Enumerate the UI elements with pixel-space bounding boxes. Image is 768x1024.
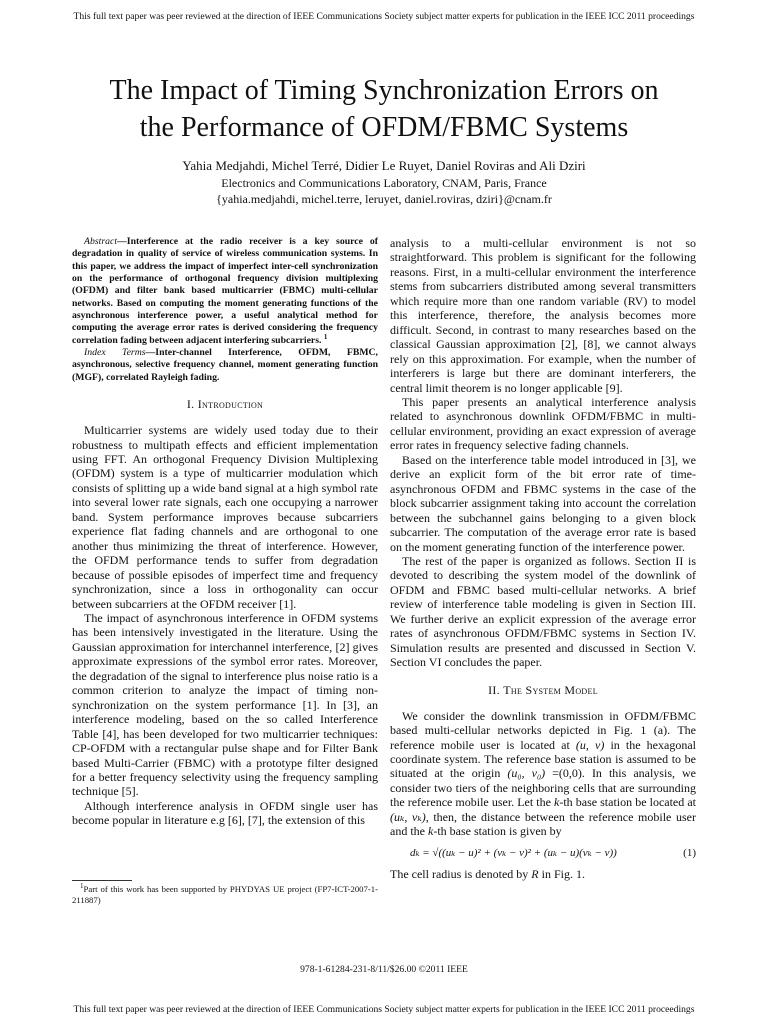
copyright-line: 978-1-61284-231-8/11/$26.00 ©2011 IEEE <box>300 964 468 975</box>
intro-paragraph-3: Although interference analysis in OFDM single user has become popular in literature e.g [6], [7], the extension of this <box>72 798 378 828</box>
abstract-label: Abstract <box>84 236 118 247</box>
intro-continuation-paragraph: analysis to a multi-cellular environment is not so straightforward. This problem is significant for the following reasons. First, in a multi-cellular environment the interference stems from subcarriers distributed among several transmitters which require more than one random variable (RV) to model this interference, therefore, the analysis becomes more difficult. Second, in contrast to many researches based on the classical Gaussian approximation [2], [8], we cannot always rely on this approximation. For example, when the number of interferers is large but there are dominant interferers, the central limit theorem is no longer applicable [9]. <box>390 236 696 395</box>
peer-review-footer-note: This full text paper was peer reviewed at the direction of IEEE Communications Society subject matter experts for publication in the IEEE ICC 2011 proceedings <box>73 1004 695 1015</box>
intro-paragraph-2: The impact of asynchronous interference in OFDM systems has been intensively investigated in the literature. Using the Gaussian approximation for interchannel interference, [2] gives approximate expressions of the symbol error rates. Moreover, the degradation of the signal to interference plus noise ratio is a common criterion to analyze the impact of timing non-synchronization on the system performance [1]. In [3], an interference modeling, based on the so called Interference Table [4], has been developed for two multicarrier techniques: CP-OFDM with a rectangular pulse shape and for Filter Bank based Multi-Carrier (FBMC) with a prototype filter designed for a better frequency selectivity using the frequency sampling technique [5]. <box>72 611 378 799</box>
equation-1-expression: dₖ = √((uₖ − u)² + (vₖ − v)² + (uₖ − u)(vₖ − v)) <box>410 846 617 859</box>
equation-1-number: (1) <box>683 846 696 859</box>
abstract <box>72 236 378 347</box>
author-emails: {yahia.medjahdi, michel.terre, leruyet, daniel.roviras, dziri}@cnam.fr <box>216 191 552 206</box>
footnote-mark: 1 <box>80 882 84 891</box>
abstract-footnote-mark: 1 <box>323 332 328 341</box>
index-terms <box>72 347 378 384</box>
section-heading-system-model: II. The System Model <box>488 682 598 697</box>
footnote <box>72 884 378 906</box>
title-line-1: The Impact of Timing Synchronization Errors on <box>109 75 659 106</box>
intro-paragraph-4: This paper presents an analytical interference analysis related to asynchronous downlink OFDM/FBMC in multi-cellular environment, providing an exact expression of average error rates in frequency selective fading channels. <box>390 394 696 453</box>
right-column <box>390 236 696 882</box>
title-line-2: the Performance of OFDM/FBMC Systems <box>139 112 629 143</box>
paper-title <box>0 72 768 146</box>
affiliation: Electronics and Communications Laboratory, CNAM, Paris, France <box>221 176 547 190</box>
footnote-rule <box>72 880 132 881</box>
index-terms-text: —Inter-channel Interference, OFDM, FBMC, asynchronous, selective frequency channel, moment generating function (MGF), correlated Rayleigh fading. <box>72 347 378 383</box>
index-terms-label: Index Terms <box>84 347 146 359</box>
affiliation-block <box>0 176 768 207</box>
author-list: Yahia Medjahdi, Michel Terré, Didier Le Ruyet, Daniel Roviras and Ali Dziri <box>182 158 586 173</box>
system-model-paragraph-2: The cell radius is denoted by R in Fig. 1. <box>390 867 585 882</box>
intro-paragraph-1: Multicarrier systems are widely used today due to their robustness to multipath effects and efficient implementation using FFT. An orthogonal Frequency Division Multiplexing (OFDM) system is a type of multicarrier modulation which consists of splitting up a wide band signal at a high symbol rate into several lower rate signals, each one occupying a narrower band. System performance improves because subcarriers experience flat fading channels and are orthogonal to one another thus minimizing the threat of interference. However, the OFDM performance tends to suffer from degradation because of possible episodes of imperfect time and frequency synchronization, since a loss in orthogonality can occur between subcarriers at the OFDM receiver [1]. <box>72 423 378 611</box>
intro-paragraph-6: The rest of the paper is organized as follows. Section II is devoted to describing the system model of the downlink of OFDM and FBMC based multi-cellular networks. A brief review of interference table modeling is given in Section III. We further derive an explicit expression of the average error rates of asynchronous OFDM/FBMC systems in Section IV. Simulation results are presented and discussed in Section V. Section VI concludes the paper. <box>390 553 696 670</box>
system-model-paragraph-1: We consider the downlink transmission in OFDM/FBMC based multi-cellular networks depicted in Fig. 1 (a). The reference mobile user is located at (u, v) in the hexagonal coordinate system. The reference base station is assumed to be situated at the origin (u₀, v₀) =(0,0). In this analysis, we consider two tiers of the neighboring cells that are surrounding the reference mobile user. Let the k-th base station be located at (uₖ, vₖ), then, the distance between the reference mobile user and the k-th base station is given by <box>390 708 697 839</box>
equation-1 <box>390 846 696 860</box>
footnote-text: Part of this work has been supported by PHYDYAS UE project (FP7-ICT-2007-1-211887) <box>72 884 378 905</box>
peer-review-header-note: This full text paper was peer reviewed at the direction of IEEE Communications Society subject matter experts for publication in the IEEE ICC 2011 proceedings <box>73 11 695 22</box>
section-heading-introduction: I. Introduction <box>186 397 264 412</box>
abstract-text: —Interference at the radio receiver is a key source of degradation in quality of service of wireless communication systems. In this paper, we address the impact of imperfect inter-cell synchronization on the performance of orthogonal frequency division multiplexing (OFDM) and filter bank based multicarrier (FBMC) multi-cellular networks. Based on computing the moment generating functions of the asynchronous interference power, a useful analytical method for computing the average error rates is derived considering the frequency correlation fading between adjacent interfering subcarriers. <box>72 236 378 346</box>
left-column <box>72 236 378 828</box>
intro-paragraph-5: Based on the interference table model introduced in [3], we derive an explicit form of the bit error rate of time-asynchronous OFDM and FBMC systems in the case of the block subcarrier assignment taking into account the correlation between the subchannel gains belonging to a given block subcarrier. The computation of the average error rate is based on the moment generating function of the interference power. <box>390 452 696 554</box>
